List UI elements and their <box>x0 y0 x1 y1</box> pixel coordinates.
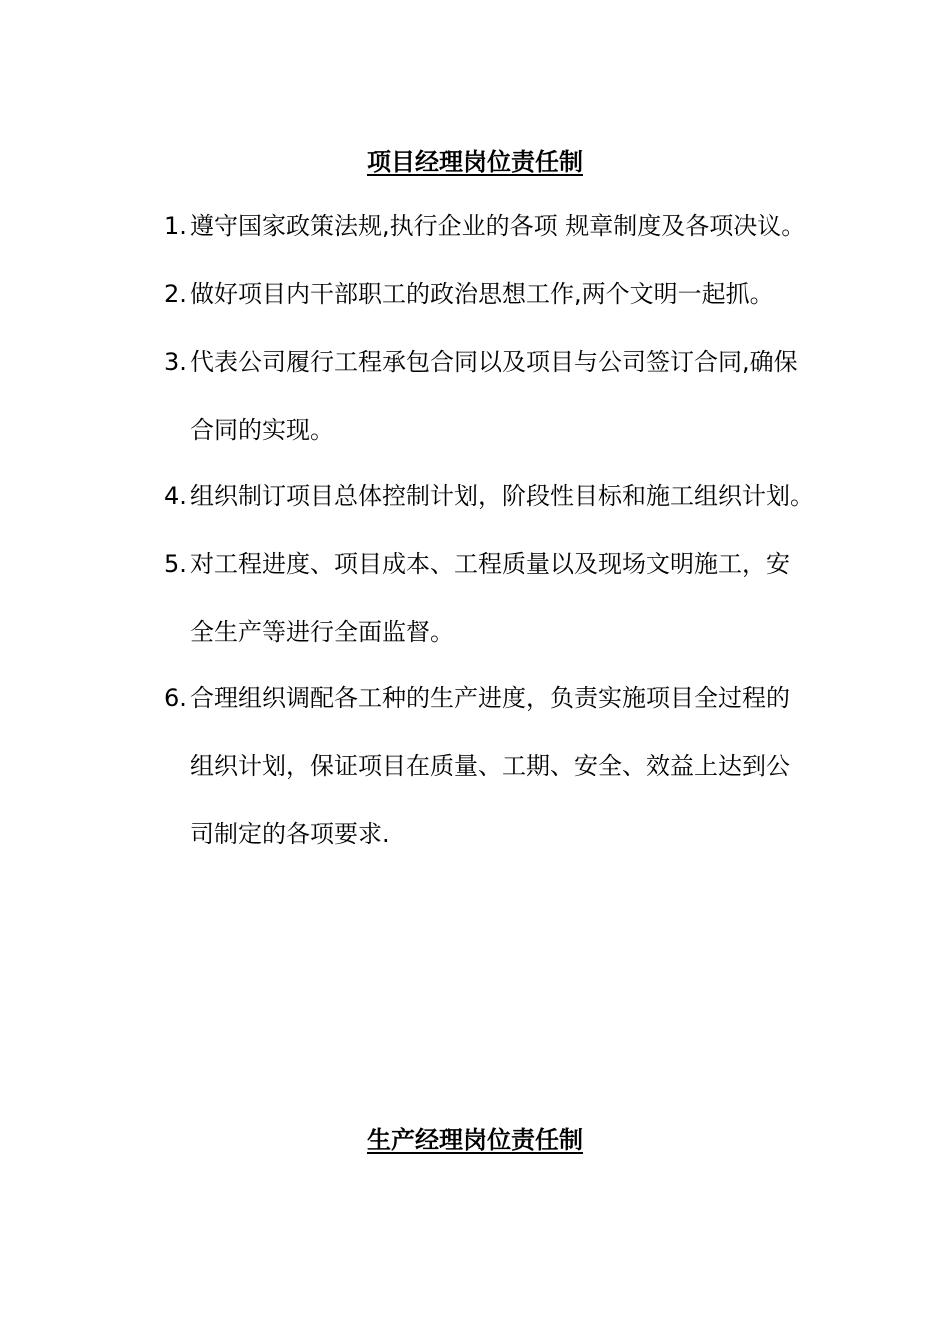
item-text <box>190 530 864 666</box>
item-text <box>190 462 864 530</box>
item-text <box>190 260 864 328</box>
item-number: 2. <box>164 280 187 308</box>
item-line: 全生产等进行全面监督。 <box>190 618 454 646</box>
item-text <box>190 192 864 260</box>
item-number: 5. <box>164 550 187 578</box>
section-title-text: 生产经理岗位责任制 <box>367 1126 583 1154</box>
section-title-text: 项目经理岗位责任制 <box>367 148 583 176</box>
item-line: 组织制订项目总体控制计划，阶段性目标和施工组织计划。 <box>190 482 814 510</box>
item-line: 合理组织调配各工种的生产进度，负责实施项目全过程的 <box>190 684 790 712</box>
item-line: 代表公司履行工程承包合同以及项目与公司签订合同,确保 <box>190 348 798 376</box>
item-line: 合同的实现。 <box>190 416 334 444</box>
item-line: 司制定的各项要求. <box>190 820 390 848</box>
item-text <box>190 664 864 868</box>
item-number: 4. <box>164 482 187 510</box>
section-title-production-manager <box>0 1124 950 1156</box>
item-line: 遵守国家政策法规,执行企业的各项 规章制度及各项决议。 <box>190 212 806 240</box>
item-number: 3. <box>164 348 187 376</box>
section-title-project-manager <box>0 146 950 178</box>
item-number: 6. <box>164 684 187 712</box>
item-text <box>190 328 864 464</box>
item-line: 做好项目内干部职工的政治思想工作,两个文明一起抓。 <box>190 280 774 308</box>
item-number: 1. <box>164 212 187 240</box>
item-line: 对工程进度、项目成本、工程质量以及现场文明施工，安 <box>190 550 790 578</box>
item-line: 组织计划，保证项目在质量、工期、安全、效益上达到公 <box>190 752 790 780</box>
